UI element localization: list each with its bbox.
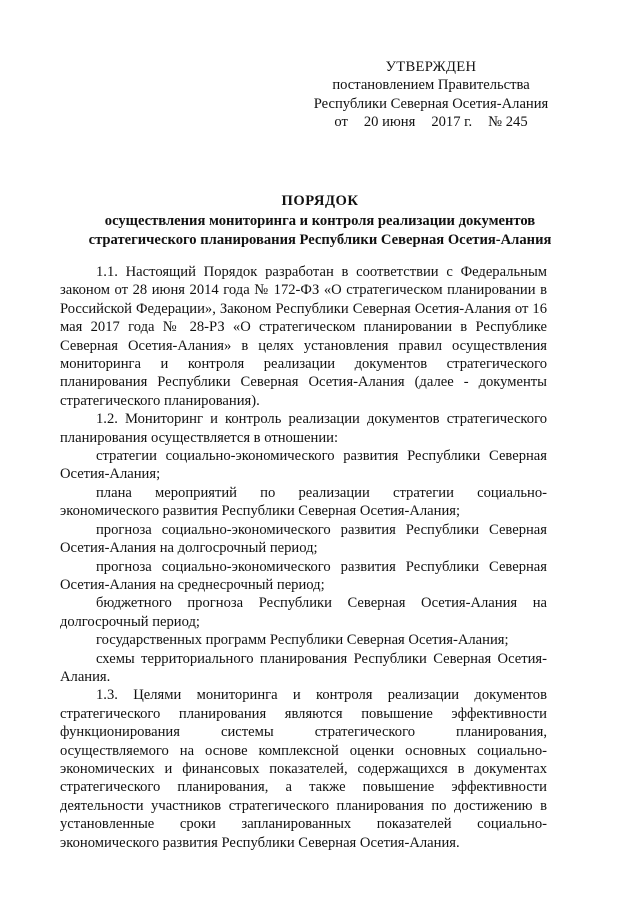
approval-date-line [306, 113, 556, 131]
list-item-territorial-scheme: схемы территориального планирования Республики Северная Осетия-Алания. [60, 650, 547, 685]
title-line-1: осуществления мониторинга и контроля реализации документов [104, 213, 536, 230]
approval-line-2: Республики Северная Осетия-Алания [313, 95, 549, 112]
paragraph-1-3: 1.3. Целями мониторинга и контроля реализации документов стратегического планирования являются повышение эффективности функционирования системы стратегического планирования, осуществляемого на основе комплексной оценки основных социально-экономических и финансовых показателей, содержащихся в документах стратегического планирования, а также повышение эффективности деятельности участников стратегического планирования по достижению в установленные сроки запланированных показателей социально-экономического развития Республики Северная Осетия-Алания. [60, 687, 547, 851]
list-item-long-term-forecast: прогноза социально-экономического развития Республики Северная Осетия-Алания на долгосрочный период; [60, 521, 547, 557]
approval-date: 20 июня [363, 114, 416, 131]
approval-stamp [306, 58, 556, 132]
approval-number: № 245 [488, 114, 528, 131]
approval-prefix: от [334, 114, 348, 131]
paragraph-1-2: 1.2. Мониторинг и контроль реализации документов стратегического планирования осуществляется в отношении: [60, 411, 547, 446]
title-main: ПОРЯДОК [281, 193, 359, 209]
list-item-action-plan: плана мероприятий по реализации стратегии социально-экономического развития Республики Северная Осетия-Алания; [60, 484, 547, 520]
title-line-2: стратегического планирования Республики Северная Осетия-Алания [88, 231, 552, 248]
approval-year: 2017 г. [431, 114, 473, 131]
approval-line-1: постановлением Правительства [332, 77, 530, 94]
list-item-strategy: стратегии социально-экономического развития Республики Северная Осетия-Алания; [60, 448, 547, 483]
list-item-state-programs: государственных программ Республики Северная Осетия-Алания; [96, 632, 509, 649]
approval-heading: УТВЕРЖДЕН [385, 59, 477, 75]
list-item-medium-term-forecast: прогноза социально-экономического развития Республики Северная Осетия-Алания на среднесрочный период; [60, 558, 547, 593]
paragraph-1-1: 1.1. Настоящий Порядок разработан в соответствии с Федеральным законом от 28 июня 2014 года № 172-ФЗ «О стратегическом планировании в Российской Федерации», Законом Республики Северная Осетия-Алания от 16 мая 2017 года № 28-РЗ «О стратегическом планировании в Республике Северная Осетия-Алания» в целях установления правил осуществления мониторинга и контроля реализации документов стратегического планирования Республики Северная Осетия-Алания (далее - документы стратегического планирования). [60, 264, 547, 409]
document-body [60, 263, 547, 852]
list-item-budget-forecast: бюджетного прогноза Республики Северная Осетия-Алания на долгосрочный период; [60, 595, 547, 630]
document-title [60, 192, 580, 249]
